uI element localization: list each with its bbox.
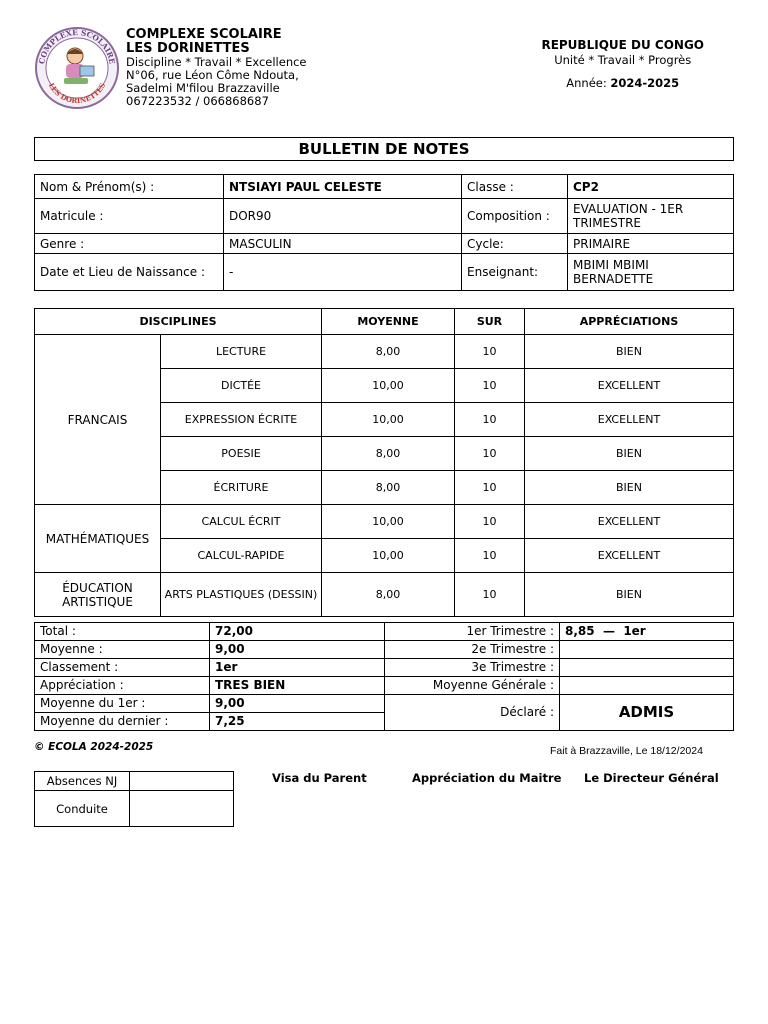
birth-label: Date et Lieu de Naissance : xyxy=(35,254,224,291)
school-name-line1: COMPLEXE SCOLAIRE xyxy=(126,27,282,42)
birth-value: - xyxy=(224,254,462,291)
page-title: BULLETIN DE NOTES xyxy=(34,137,734,161)
conduite-value xyxy=(130,791,234,827)
moyenne: 10,00 xyxy=(322,403,455,437)
school-name-line2: LES DORINETTES xyxy=(126,41,250,56)
t1-value: 8,85 — 1er xyxy=(560,623,734,641)
subject: CALCUL-RAPIDE xyxy=(161,539,322,573)
total-value: 72,00 xyxy=(210,623,385,641)
absences-label: Absences NJ xyxy=(35,772,130,791)
appreciation-label: Appréciation : xyxy=(35,677,210,695)
appreciation: BIEN xyxy=(525,335,734,369)
matricule-value: DOR90 xyxy=(224,199,462,234)
moyenne: 10,00 xyxy=(322,369,455,403)
class-label: Classe : xyxy=(462,175,568,199)
composition-label: Composition : xyxy=(462,199,568,234)
copyright: © ECOLA 2024-2025 xyxy=(34,741,154,753)
group-math: MATHÉMATIQUES xyxy=(35,505,161,573)
appreciation: BIEN xyxy=(525,573,734,617)
header-appreciations: APPRÉCIATIONS xyxy=(525,309,734,335)
appreciation: EXCELLENT xyxy=(525,539,734,573)
cycle-label: Cycle: xyxy=(462,234,568,254)
moyenne: 10,00 xyxy=(322,539,455,573)
matricule-label: Matricule : xyxy=(35,199,224,234)
table-row xyxy=(35,573,734,617)
conduite-label: Conduite xyxy=(35,791,130,827)
sur: 10 xyxy=(455,505,525,539)
subject: ÉCRITURE xyxy=(161,471,322,505)
school-phones: 067223532 / 066868687 xyxy=(126,94,269,108)
year-value: 2024-2025 xyxy=(610,76,680,90)
year-label: Année: xyxy=(566,76,607,90)
name-value: NTSIAYI PAUL CELESTE xyxy=(224,175,462,199)
svg-text:LES DORINETTES: LES DORINETTES xyxy=(46,81,108,106)
absences-table xyxy=(34,771,234,827)
t3-value xyxy=(560,659,734,677)
appreciation: EXCELLENT xyxy=(525,403,734,437)
appreciation: BIEN xyxy=(525,471,734,505)
total-label: Total : xyxy=(35,623,210,641)
header-sur: SUR xyxy=(455,309,525,335)
school-info xyxy=(126,28,307,108)
sur: 10 xyxy=(455,471,525,505)
sur: 10 xyxy=(455,539,525,573)
grades-table xyxy=(34,308,734,617)
moy-premier-label: Moyenne du 1er : xyxy=(35,695,210,713)
moyenne-label: Moyenne : xyxy=(35,641,210,659)
school-year xyxy=(541,76,704,91)
appreciation: EXCELLENT xyxy=(525,369,734,403)
directeur-general: Le Directeur Général xyxy=(584,771,719,785)
declare-value: ADMIS xyxy=(560,695,734,731)
teacher-label: Enseignant: xyxy=(462,254,568,291)
cycle-value: PRIMAIRE xyxy=(568,234,734,254)
republic-name: REPUBLIQUE DU CONGO xyxy=(541,38,704,52)
declare-label: Déclaré : xyxy=(385,695,560,731)
teacher-value: MBIMI MBIMI BERNADETTE xyxy=(568,254,734,291)
school-logo xyxy=(34,26,120,110)
classement-label: Classement : xyxy=(35,659,210,677)
moyenne: 8,00 xyxy=(322,335,455,369)
sur: 10 xyxy=(455,369,525,403)
subject: ARTS PLASTIQUES (DESSIN) xyxy=(161,573,322,617)
moyenne: 8,00 xyxy=(322,471,455,505)
absences-value xyxy=(130,772,234,791)
appreciation: BIEN xyxy=(525,437,734,471)
header-disciplines: DISCIPLINES xyxy=(35,309,322,335)
student-info-table xyxy=(34,174,734,291)
appreciation-maitre: Appréciation du Maitre xyxy=(412,771,562,785)
composition-value: EVALUATION - 1ER TRIMESTRE xyxy=(568,199,734,234)
summary-table xyxy=(34,622,734,731)
t2-value xyxy=(560,641,734,659)
moy-dernier-label: Moyenne du dernier : xyxy=(35,713,210,731)
moy-dernier-value: 7,25 xyxy=(210,713,385,731)
visa-parent: Visa du Parent xyxy=(272,771,367,785)
classement-value: 1er xyxy=(210,659,385,677)
group-francais: FRANCAIS xyxy=(35,335,161,505)
genre-value: MASCULIN xyxy=(224,234,462,254)
name-label: Nom & Prénom(s) : xyxy=(35,175,224,199)
genre-label: Genre : xyxy=(35,234,224,254)
subject: LECTURE xyxy=(161,335,322,369)
sur: 10 xyxy=(455,403,525,437)
sur: 10 xyxy=(455,437,525,471)
moyenne: 8,00 xyxy=(322,437,455,471)
group-art: ÉDUCATION ARTISTIQUE xyxy=(35,573,161,617)
subject: DICTÉE xyxy=(161,369,322,403)
appreciation: EXCELLENT xyxy=(525,505,734,539)
svg-text:COMPLEXE SCOLAIRE: COMPLEXE SCOLAIRE xyxy=(37,27,117,65)
republic-info xyxy=(541,38,704,91)
moyenne: 10,00 xyxy=(322,505,455,539)
t1-label: 1er Trimestre : xyxy=(385,623,560,641)
t3-label: 3e Trimestre : xyxy=(385,659,560,677)
moyenne: 8,00 xyxy=(322,573,455,617)
header-moyenne: MOYENNE xyxy=(322,309,455,335)
table-row xyxy=(35,505,734,539)
moy-premier-value: 9,00 xyxy=(210,695,385,713)
subject: CALCUL ÉCRIT xyxy=(161,505,322,539)
t2-label: 2e Trimestre : xyxy=(385,641,560,659)
subject: EXPRESSION ÉCRITE xyxy=(161,403,322,437)
table-row xyxy=(35,335,734,369)
school-motto: Discipline * Travail * Excellence xyxy=(126,55,307,69)
sur: 10 xyxy=(455,573,525,617)
moy-gen-value xyxy=(560,677,734,695)
header xyxy=(34,26,734,106)
moy-gen-label: Moyenne Générale : xyxy=(385,677,560,695)
subject: POESIE xyxy=(161,437,322,471)
moyenne-value: 9,00 xyxy=(210,641,385,659)
republic-motto: Unité * Travail * Progrès xyxy=(554,53,692,67)
appreciation-value: TRES BIEN xyxy=(210,677,385,695)
school-address2: Sadelmi M'filou Brazzaville xyxy=(126,81,280,95)
class-value: CP2 xyxy=(568,175,734,199)
school-address1: N°06, rue Léon Côme Ndouta, xyxy=(126,68,299,82)
sur: 10 xyxy=(455,335,525,369)
place-date: Fait à Brazzaville, Le 18/12/2024 xyxy=(550,745,703,757)
